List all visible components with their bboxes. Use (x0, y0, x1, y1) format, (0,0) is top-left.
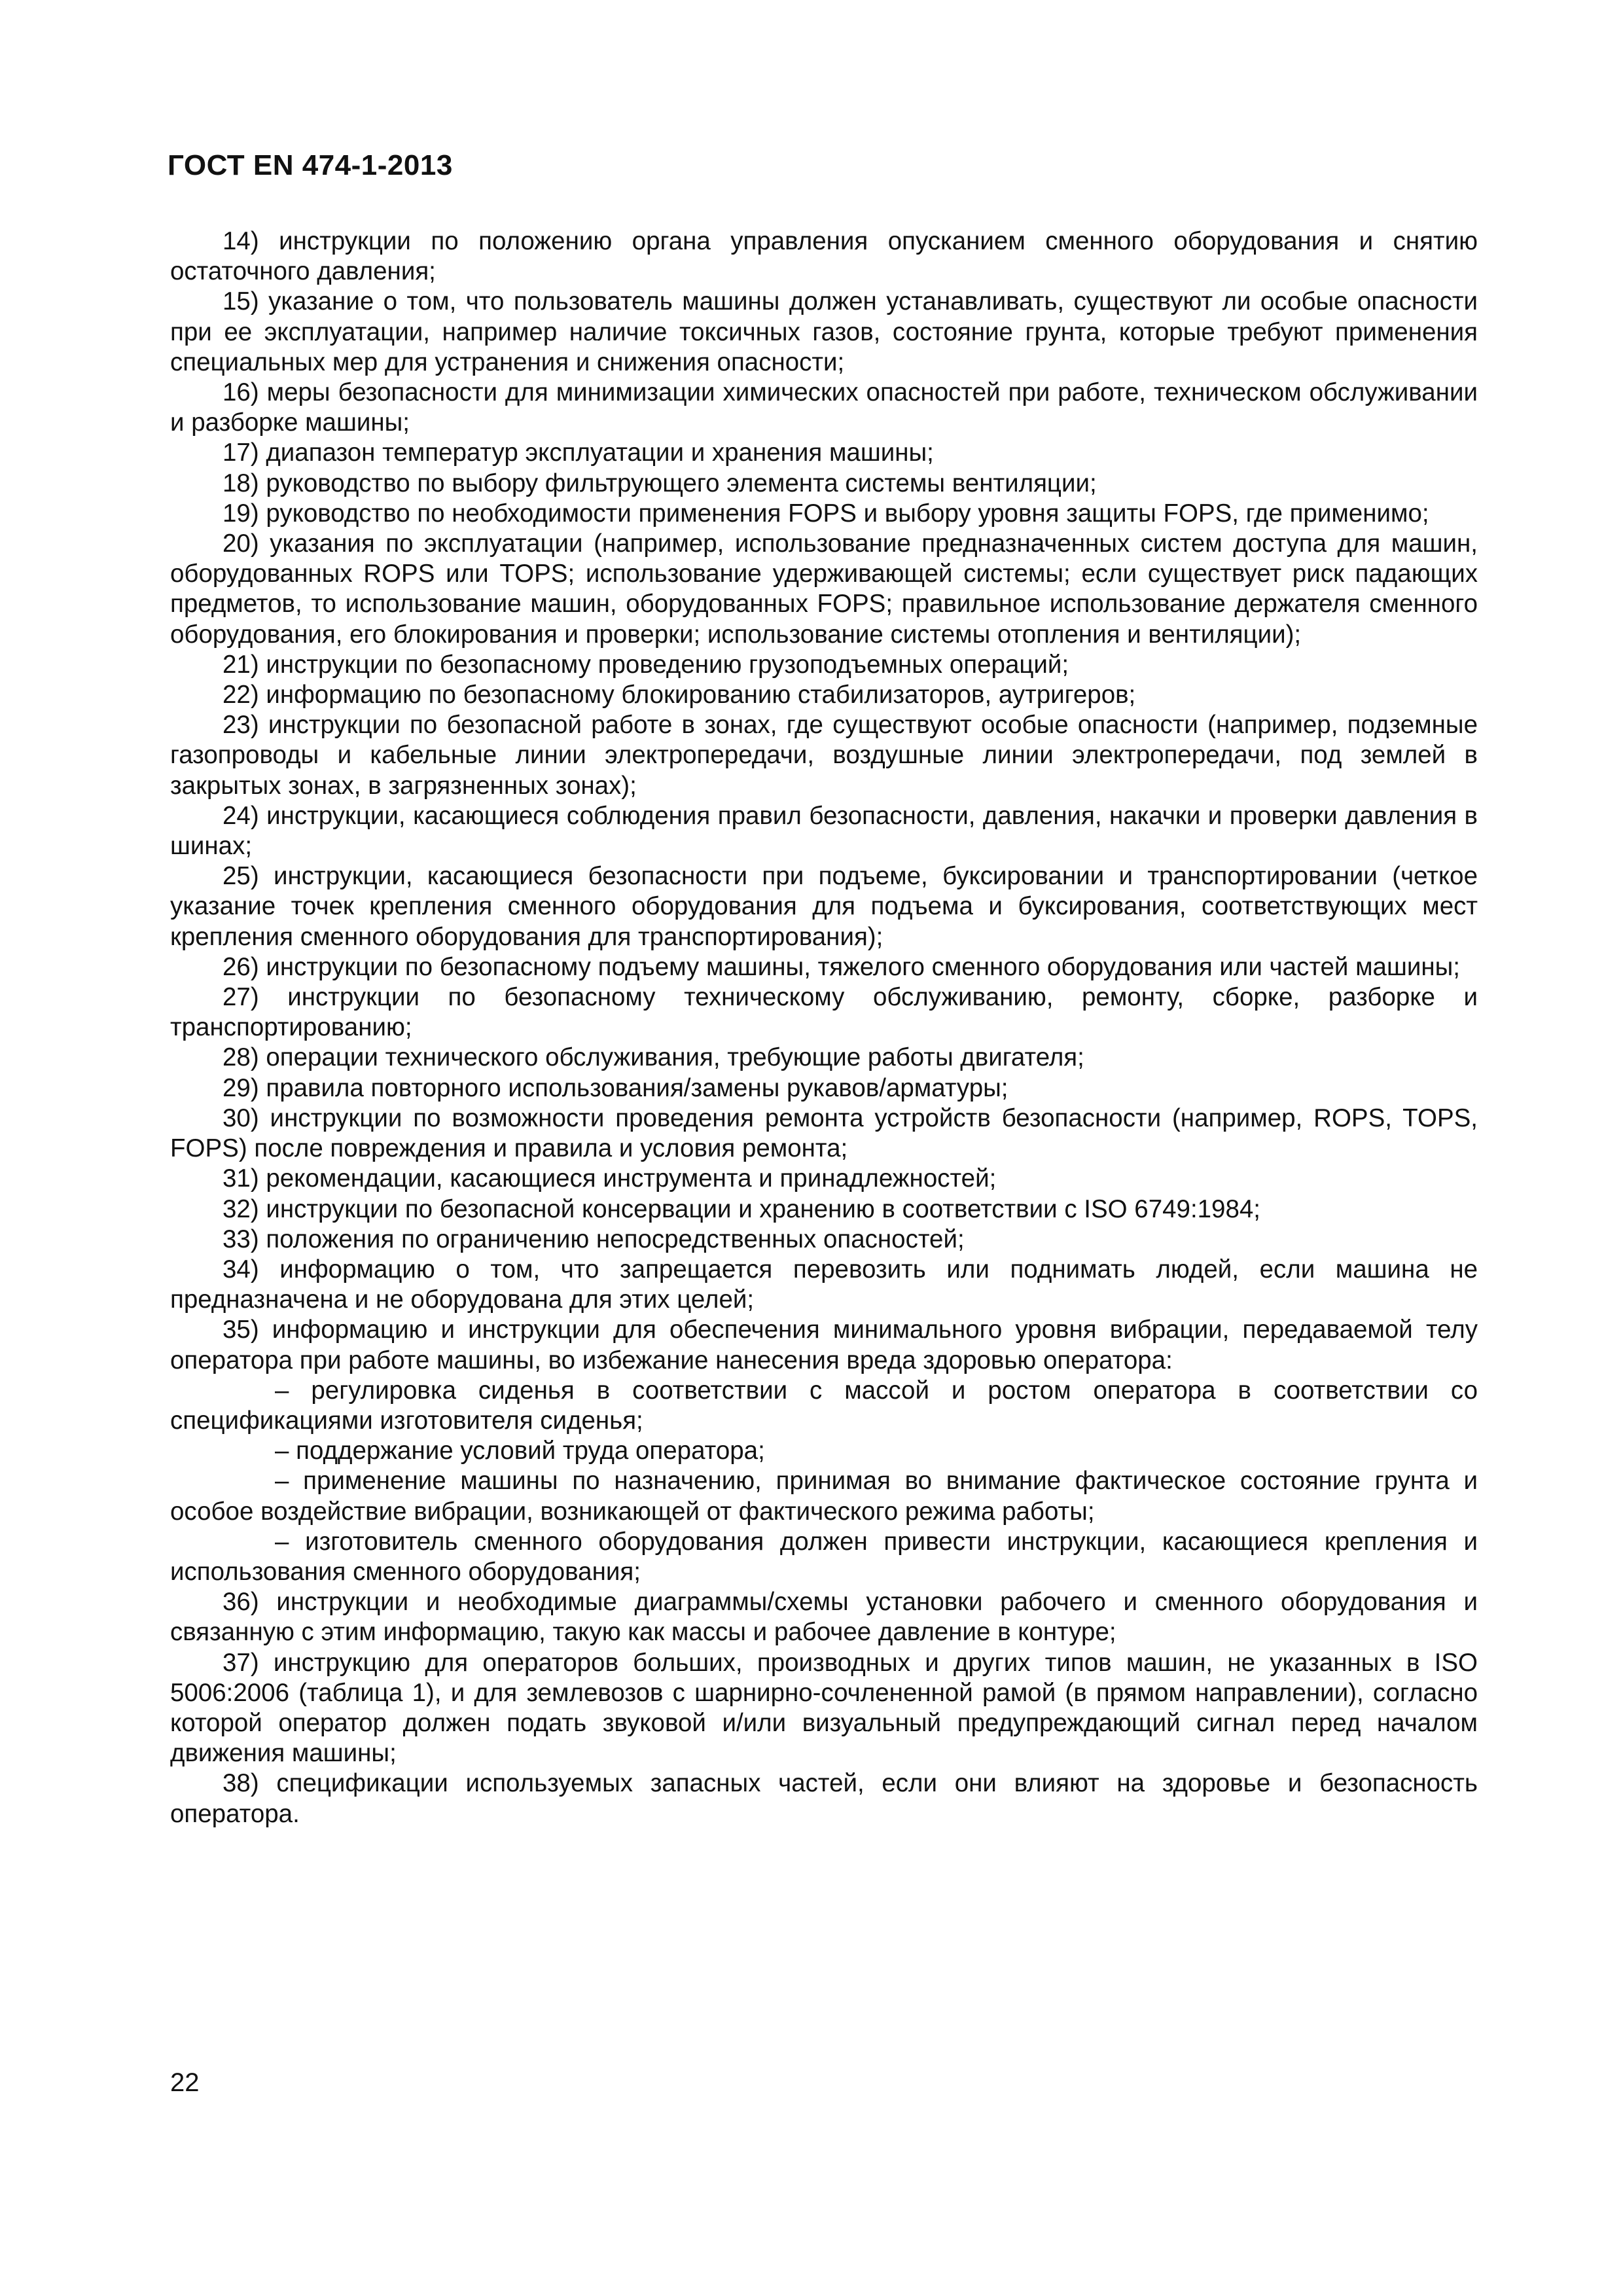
list-item-38: 38) спецификации используемых запасных частей, если они влияют на здоровье и безопасность оператора. (170, 1769, 1478, 1828)
list-item-32: 32) инструкции по безопасной консервации и хранению в соответствии с ISO 6749:1984; (223, 1194, 1260, 1223)
list-item-28: 28) операции технического обслуживания, требующие работы двигателя; (223, 1043, 1084, 1072)
document-header: ГОСТ EN 474-1-2013 (168, 149, 453, 181)
list-item-36: 36) инструкции и необходимые диаграммы/схемы установки рабочего и сменного оборудования и связанную с этим информацию, такую как массы и рабочее давление в контуре; (170, 1588, 1478, 1647)
list-item-21: 21) инструкции по безопасному проведению грузоподъемных операций; (223, 650, 1069, 679)
list-item-26: 26) инструкции по безопасному подъему машины, тяжелого сменного оборудования или частей машины; (223, 952, 1460, 981)
list-item-37: 37) инструкцию для операторов больших, производных и других типов машин, не указанных в ISO 5006:2006 (таблица 1), и для землевозов с шарнирно-сочлененной рамой (в прямом направлении), согласно которой оператор должен подать звуковой и/или визуальный предупреждающий сигнал перед началом движения машины; (170, 1648, 1478, 1768)
list-item-19: 19) руководство по необходимости применения FOPS и выбору уровня защиты FOPS, где применимо; (223, 499, 1429, 528)
document-body (170, 226, 1478, 1829)
list-item-34: 34) информацию о том, что запрещается перевозить или поднимать людей, если машина не предназначена и не оборудована для этих целей; (170, 1255, 1478, 1314)
list-item-16: 16) меры безопасности для минимизации химических опасностей при работе, техническом обслуживании и разборке машины; (170, 378, 1478, 437)
list-item-33: 33) положения по ограничению непосредственных опасностей; (223, 1225, 965, 1253)
list-item-30: 30) инструкции по возможности проведения ремонта устройств безопасности (например, ROPS, TOPS, FOPS) после повреждения и правила и условия ремонта; (170, 1103, 1478, 1163)
dash-item-seat-adjustment: – регулировка сиденья в соответствии с массой и ростом оператора в соответствии со спецификациями изготовителя сиденья; (170, 1376, 1478, 1435)
list-item-31: 31) рекомендации, касающиеся инструмента и принадлежностей; (223, 1164, 997, 1193)
list-item-14: 14) инструкции по положению органа управления опусканием сменного оборудования и снятию остаточного давления; (170, 227, 1478, 286)
page-number: 22 (170, 2068, 200, 2097)
list-item-15: 15) указание о том, что пользователь машины должен устанавливать, существуют ли особые опасности при ее эксплуатации, например наличие токсичных газов, состояние грунта, которые требуют применения специальных мер для устранения и снижения опасности; (170, 287, 1478, 376)
list-item-35: 35) информацию и инструкции для обеспечения минимального уровня вибрации, передаваемой телу оператора при работе машины, во избежание нанесения вреда здоровью оператора: (170, 1316, 1478, 1374)
list-item-25: 25) инструкции, касающиеся безопасности при подъеме, буксировании и транспортировании (четкое указание точек крепления сменного оборудования для подъема и буксирования, соответствующих мест крепления сменного оборудования для транспортирования); (170, 862, 1478, 951)
dash-item-working-conditions: – поддержание условий труда оператора; (275, 1437, 765, 1465)
dash-item-intended-use: – применение машины по назначению, принимая во внимание фактическое состояние грунта и особое воздействие вибрации, возникающей от фактического режима работы; (170, 1467, 1478, 1526)
list-item-18: 18) руководство по выбору фильтрующего элемента системы вентиляции; (223, 469, 1097, 497)
dash-item-attachment-manufacturer: – изготовитель сменного оборудования должен привести инструкции, касающиеся крепления и использования сменного оборудования; (170, 1527, 1478, 1586)
list-item-17: 17) диапазон температур эксплуатации и хранения машины; (223, 439, 934, 467)
list-item-27: 27) инструкции по безопасному техническому обслуживанию, ремонту, сборке, разборке и транспортированию; (170, 983, 1478, 1042)
list-item-23: 23) инструкции по безопасной работе в зонах, где существуют особые опасности (например, подземные газопроводы и кабельные линии электропередачи, воздушные линии электропередачи, под землей в закрытых зонах, в загрязненных зонах); (170, 711, 1478, 800)
list-item-29: 29) правила повторного использования/замены рукавов/арматуры; (223, 1073, 1008, 1102)
list-item-20: 20) указания по эксплуатации (например, использование предназначенных систем доступа для машин, оборудованных ROPS или TOPS; использование удерживающей системы; если существует риск падающих предметов, то использование машин, оборудованных FOPS; правильное использование держателя сменного оборудования, его блокирования и проверки; использование системы отопления и вентиляции); (170, 529, 1478, 649)
list-item-22: 22) информацию по безопасному блокированию стабилизаторов, аутригеров; (223, 681, 1136, 709)
list-item-24: 24) инструкции, касающиеся соблюдения правил безопасности, давления, накачки и проверки давления в шинах; (170, 801, 1478, 861)
